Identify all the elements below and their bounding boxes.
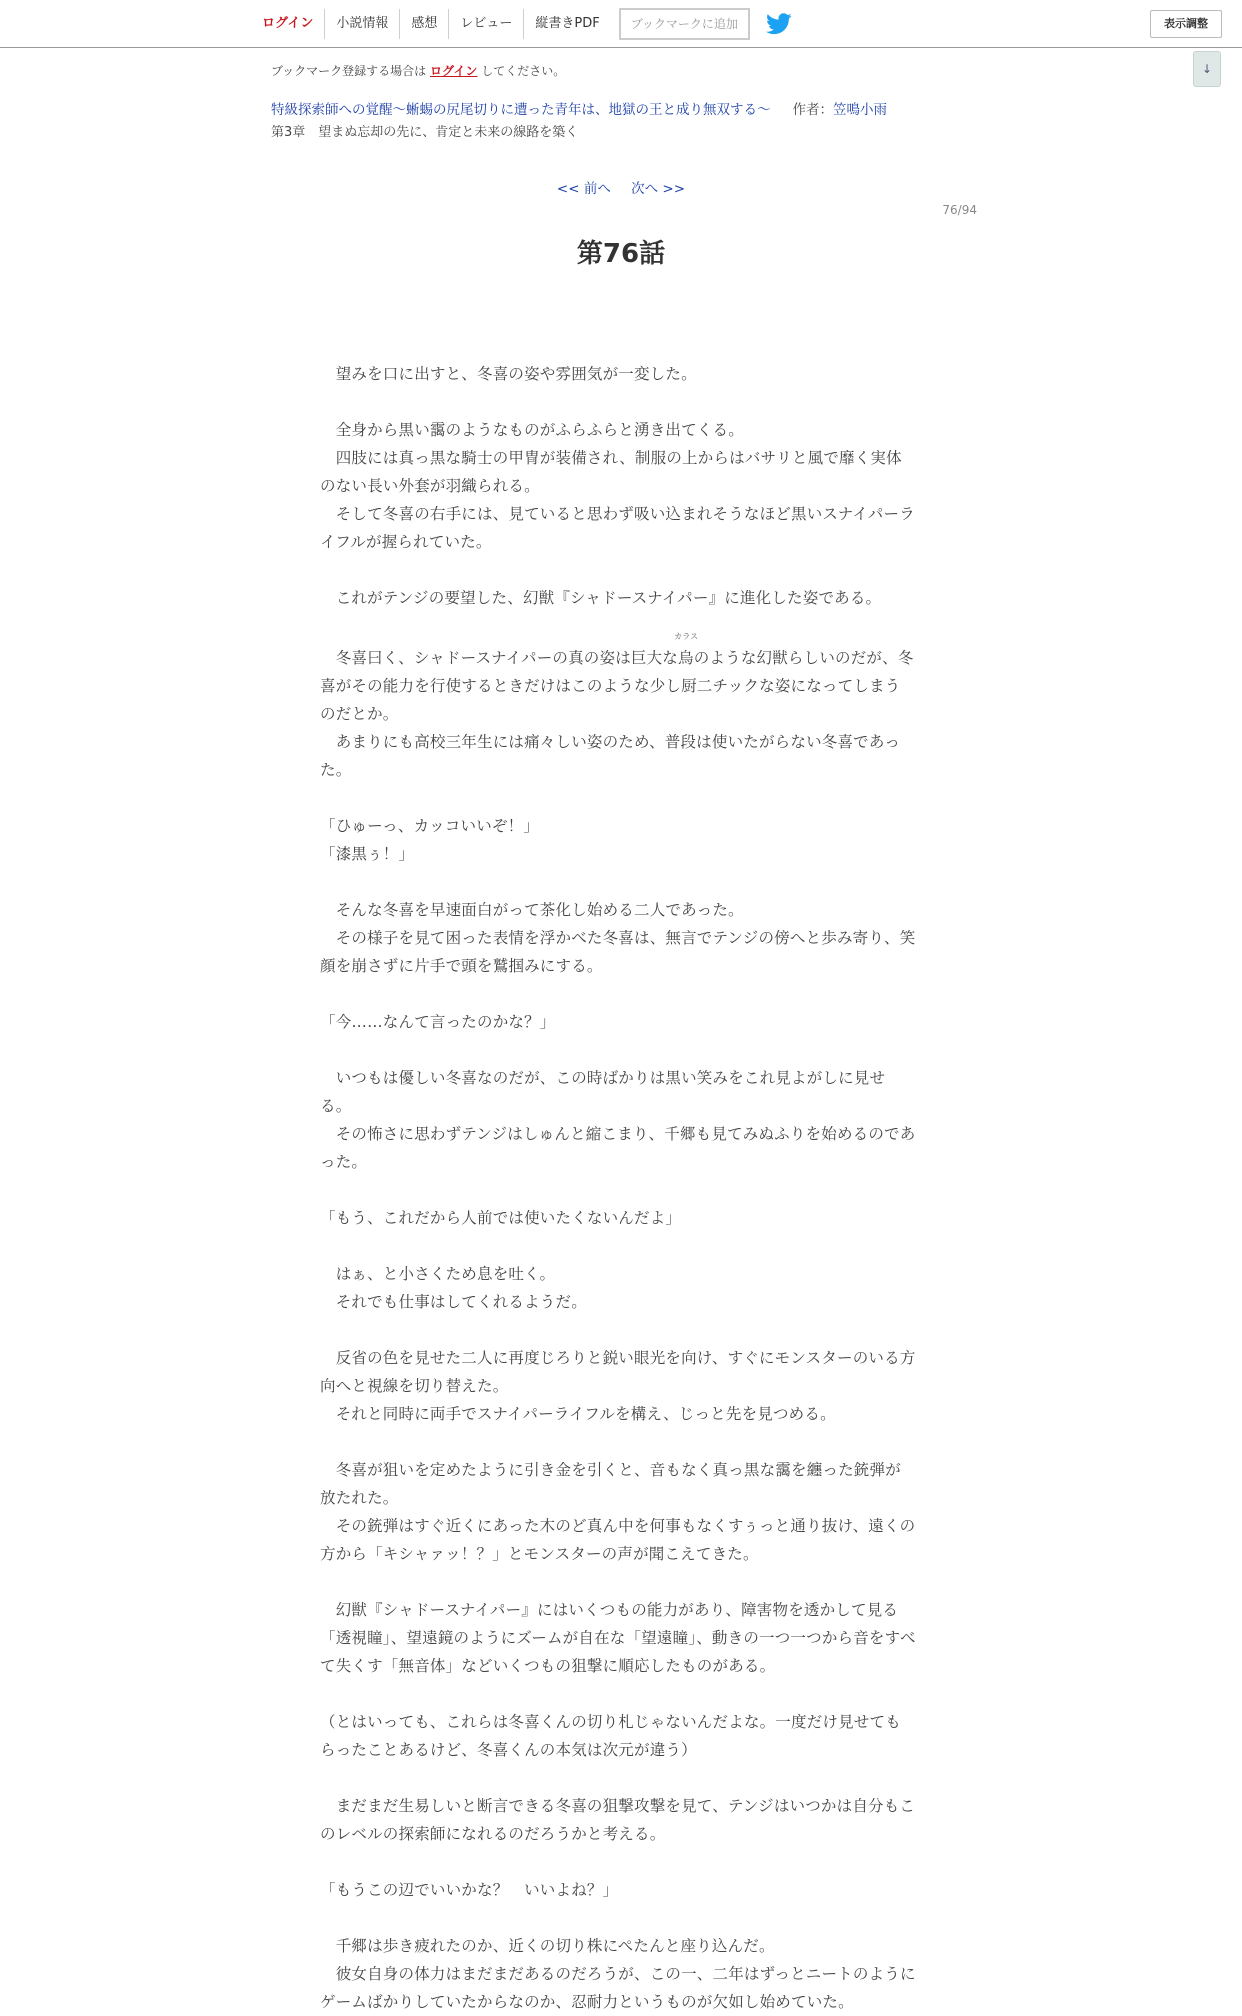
blank-line: [320, 1848, 916, 1876]
paragraph: そんな冬喜を早速面白がって茶化し始める二人であった。 その様子を見て困った表情を浮かべた冬喜は、無言でテンジの傍へと歩み寄り、笑顔を崩さずに片手で頭を鷲掴みにする。: [320, 901, 916, 975]
blank-line: [320, 868, 916, 896]
series-info: [271, 98, 887, 118]
paragraph: 反省の色を見せた二人に再度じろりと鋭い眼光を向け、すぐにモンスターのいる方向へと視線を切り替えた。 それと同時に両手でスナイパーライフルを構え、じっと先を見つめる。: [320, 1349, 916, 1423]
blank-line: [320, 1764, 916, 1792]
blank-line: [320, 1176, 916, 1204]
ruby-text: カラス: [674, 632, 699, 641]
episode-title: 第76話: [576, 239, 666, 269]
nav-menu: [252, 9, 792, 39]
paragraph: まだまだ生易しいと断言できる冬喜の狙撃攻撃を見て、テンジはいつかは自分もこのレベルの探索師になれるのだろうかと考える。: [320, 1797, 916, 1843]
display-settings-button[interactable]: 表示調整: [1150, 10, 1222, 38]
paragraph-text: のような幻獣らしいのだが、冬喜がその能力を行使するときだけはこのような少し厨二チックな姿になってしまうのだとか。 あまりにも高校三年生には痛々しい姿のため、普段は使いたがらない冬喜であった。: [320, 649, 914, 779]
prev-episode-link[interactable]: << 前へ: [556, 181, 611, 197]
paragraph: 冬喜が狙いを定めたように引き金を引くと、音もなく真っ黒な靄を纏った銃弾が放たれた。 その銃弾はすぐ近くにあった木のど真ん中を何事もなくすぅっと通り抜け、遠くの方から「キシャァッ！？」とモンスターの声が聞こえてきた。: [320, 1461, 916, 1563]
review-link[interactable]: レビュー: [449, 9, 524, 39]
series-title-link[interactable]: 特級探索師への覚醒～蜥蜴の尻尾切りに遭った青年は、地獄の王と成り無双する～: [271, 102, 771, 118]
blank-line: [320, 1316, 916, 1344]
paragraph: これがテンジの要望した、幻獣『シャドースナイパー』に進化した姿である。: [320, 589, 882, 607]
ruby-base: 烏: [678, 649, 694, 667]
paragraph: はぁ、と小さくため息を吐く。 それでも仕事はしてくれるようだ。: [335, 1265, 587, 1311]
ruby: [674, 632, 699, 672]
notice-login-link[interactable]: ログイン: [430, 64, 478, 78]
dialogue: 「もうこの辺でいいかな？ いいよね？」: [320, 1881, 619, 1899]
top-navigation-bar: [0, 0, 1242, 48]
dialogue: 「もう、これだから人前では使いたくないんだよ」: [320, 1209, 682, 1227]
blank-line: [320, 1568, 916, 1596]
paragraph-with-ruby: [320, 632, 916, 784]
bookmark-notice: [271, 62, 565, 79]
novel-body: [320, 360, 916, 2016]
paragraph: 千郷は歩き疲れたのか、近くの切り株にぺたんと座り込んだ。 彼女自身の体力はまだまだあるのだろうが、この一、二年はずっとニートのようにゲームばかりしていたからなのか、忍耐力というものが欠如し始めていた。: [320, 1937, 916, 2011]
login-link[interactable]: ログイン: [252, 9, 325, 39]
paragraph: （とはいっても、これらは冬喜くんの切り札じゃないんだよな。一度だけ見せてもらったことあるけど、冬喜くんの本気は次元が違う）: [320, 1713, 901, 1759]
blank-line: [320, 1232, 916, 1260]
dialogue: 「今……なんて言ったのかな？」: [320, 1013, 556, 1031]
paragraph: 望みを口に出すと、冬喜の姿や雰囲気が一変した。: [320, 365, 697, 383]
blank-line: [320, 1036, 916, 1064]
blank-line: [320, 1680, 916, 1708]
twitter-bird-icon[interactable]: [766, 13, 792, 35]
chapter-title: 第3章 望まぬ忘却の先に、肯定と未来の線路を築く: [271, 125, 579, 140]
episode-count: 76/94: [942, 203, 977, 217]
blank-line: [320, 980, 916, 1008]
paragraph: 全身から黒い靄のようなものがふらふらと湧き出てくる。 四肢には真っ黒な騎士の甲冑が装備され、制服の上からはバサリと風で靡く実体のない長い外套が羽織られる。 そして冬喜の右手には、見ていると思わず吸い込まれそうなほど黒いスナイパーライフルが握られていた。: [320, 421, 915, 551]
novel-info-link[interactable]: 小説情報: [325, 9, 400, 39]
next-episode-link[interactable]: 次へ >>: [631, 181, 686, 197]
blank-line: [320, 1428, 916, 1456]
author-label: 作者：: [792, 102, 833, 118]
blank-line: [320, 612, 916, 640]
paragraph: 幻獣『シャドースナイパー』にはいくつもの能力があり、障害物を透かして見る「透視瞳」、望遠鏡のようにズームが自在な「望遠瞳」、動きの一つ一つから音をすべて失くす「無音体」などいくつもの狙撃に順応したものがある。: [320, 1601, 916, 1675]
scroll-down-button[interactable]: ↓: [1193, 51, 1221, 87]
notice-after: してください。: [481, 64, 566, 78]
episode-pager: [0, 177, 1242, 197]
impressions-link[interactable]: 感想: [400, 9, 449, 39]
blank-line: [320, 784, 916, 812]
add-bookmark-button[interactable]: ブックマークに追加: [619, 8, 750, 40]
blank-line: [320, 556, 916, 584]
author-link[interactable]: 笠鳴小雨: [833, 102, 887, 118]
blank-line: [320, 1904, 916, 1932]
blank-line: [320, 388, 916, 416]
dialogue: 「ひゅーっ、カッコいいぞ！」 「漆黒ぅ！」: [320, 817, 540, 863]
paragraph: いつもは優しい冬喜なのだが、この時ばかりは黒い笑みをこれ見よがしに見せる。 その怖さに思わずテンジはしゅんと縮こまり、千郷も見てみぬふりを始めるのであった。: [320, 1069, 916, 1171]
paragraph-text: 冬喜曰く、シャドースナイパーの真の姿は巨大な: [320, 649, 679, 667]
vertical-pdf-link[interactable]: 縦書きPDF: [535, 16, 600, 31]
notice-before: ブックマーク登録する場合は: [271, 64, 427, 78]
